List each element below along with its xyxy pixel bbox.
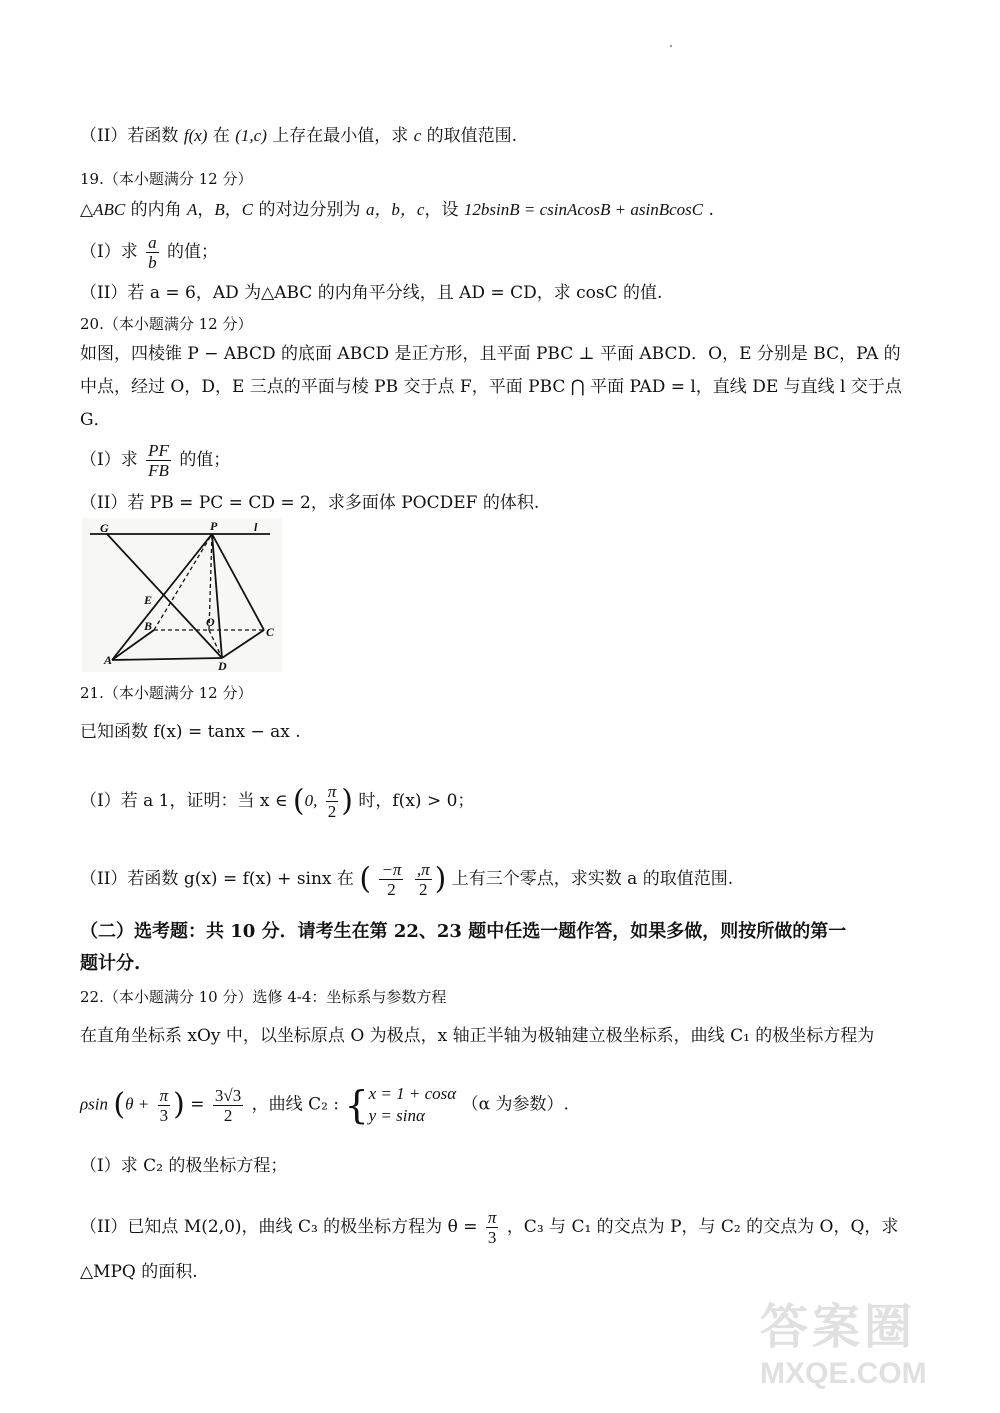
fraction-pi-over-3: $\frac{\pi}{3}$ <box>159 1085 169 1125</box>
label-E: E <box>144 593 153 607</box>
q20-part1: （I）求 $\frac{PF}{FB}$ 的值； <box>80 441 231 480</box>
fraction-pi-over-3-b: $\frac{\pi}{3}$ <box>487 1208 497 1247</box>
q20-part2: （II）若 PB = PC = CD = 2，求多面体 POCDEF 的体积. <box>80 493 540 513</box>
q19-part1: （I）求 $\frac{a}{b}$ 的值； <box>80 233 219 272</box>
q22-header: 22.（本小题满分 10 分）选修 4-4：坐标系与参数方程 <box>80 988 447 1006</box>
fx-expr: f(x) <box>183 126 208 145</box>
interval-1c: (1,c) <box>235 126 267 145</box>
q22-part2: （II）已知点 M(2,0)，曲线 C₃ 的极坐标方程为 θ = $\frac{\pi}{3}$ ，C₃ 与 C₁ 的交点为 P，与 C₂ 的交点为 O，Q，求 <box>80 1208 899 1247</box>
label-O: O <box>206 615 215 629</box>
section-line2: 题计分. <box>80 953 141 974</box>
q20-line1: 如图，四棱锥 P − ABCD 的底面 ABCD 是正方形，且平面 PBC ⊥ 平面 ABCD．O，E 分别是 BC，PA 的 <box>80 344 901 364</box>
q19-part2: （II）若 a = 6，AD 为△ABC 的内角平分线，且 AD = CD，求 cosC 的值. <box>80 283 663 303</box>
q20-line3: G． <box>80 410 111 430</box>
fraction-pi-over-2: $\frac{\pi}{2}$ <box>327 782 337 821</box>
pyramid-diagram <box>82 518 282 672</box>
scan-dot <box>670 45 672 47</box>
edge-AD <box>112 658 222 660</box>
label-D: D <box>218 659 227 672</box>
q21-part2: （II）若函数 g(x) = f(x) + sinx 在 ( $\frac{-\pi}{2}$ $\frac{,\pi}{2}$ ) 上有三个零点，求实数 a 的取值范围. <box>80 860 734 899</box>
label-G: G <box>100 521 109 535</box>
label-l: l <box>254 520 258 534</box>
q18-part2: （II）若函数 f(x) 在 (1,c) 上存在最小值，求 c 的取值范围. <box>80 126 518 146</box>
fraction-3sqrt3-over-2: $\frac{3√3}{2}$ <box>214 1085 242 1125</box>
edge-PC <box>212 534 264 630</box>
edge-PA <box>112 534 212 660</box>
q21-part1: （I）若 a 1，证明：当 x ∈ (0, $\frac{\pi}{2}$ ) 时，f(x) > 0； <box>80 782 475 821</box>
label-A: A <box>104 653 113 667</box>
q22-part2-cont: △MPQ 的面积. <box>80 1262 198 1282</box>
label-B: B <box>144 619 153 633</box>
pyramid-figure <box>82 518 282 672</box>
parametric-system: x = 1 + cosα y = sinα <box>368 1084 457 1125</box>
q22-part1: （I）求 C₂ 的极坐标方程； <box>80 1156 288 1176</box>
fraction-pi-over-2-b: $\frac{,\pi}{2}$ <box>416 860 430 899</box>
q21-header: 21.（本小题满分 12 分） <box>80 684 253 702</box>
q21-stem: 已知函数 f(x) = tanx − ax . <box>80 722 301 742</box>
label-P: P <box>210 519 218 533</box>
section-line1: （二）选考题：共 10 分．请考生在第 22、23 题中任选一题作答，如果多做，则按所做的第一 <box>80 921 847 942</box>
q22-line1: 在直角坐标系 xOy 中，以坐标原点 O 为极点，x 轴正半轴为极轴建立极坐标系，曲线 C₁ 的极坐标方程为 <box>80 1026 875 1046</box>
line-GD <box>107 534 222 658</box>
q20-header: 20.（本小题满分 12 分） <box>80 315 253 333</box>
fraction-a-over-b: $\frac{a}{b}$ <box>148 233 157 272</box>
fraction-pf-over-fb: $\frac{PF}{FB}$ <box>148 441 169 480</box>
q19-stem: △ABC 的内角 A，B，C 的对边分别为 a，b，c，设 12bsinB = csinAcosB + asinBcosC . <box>80 200 714 220</box>
q19-equation: 12bsinB = csinAcosB + asinBcosC <box>463 200 704 219</box>
fraction-neg-pi-over-2: $\frac{-\pi}{2}$ <box>381 860 402 899</box>
label-C: C <box>266 625 275 639</box>
q19-header: 19.（本小题满分 12 分） <box>80 170 253 188</box>
q22-equation: ρsin (θ + $\frac{\pi}{3}$ ) = $\frac{3√3}{2}$ ，曲线 C₂ : { x = 1 + cosα y = sinα （α 为参数）. <box>80 1083 569 1127</box>
edge-DC <box>222 630 264 658</box>
q20-line2: 中点，经过 O，D，E 三点的平面与棱 PB 交于点 F，平面 PBC ⋂ 平面 PAD = l，直线 DE 与直线 l 交于点 <box>80 377 902 397</box>
site-watermark: 答案圈 MXQE.COM <box>760 1299 927 1390</box>
